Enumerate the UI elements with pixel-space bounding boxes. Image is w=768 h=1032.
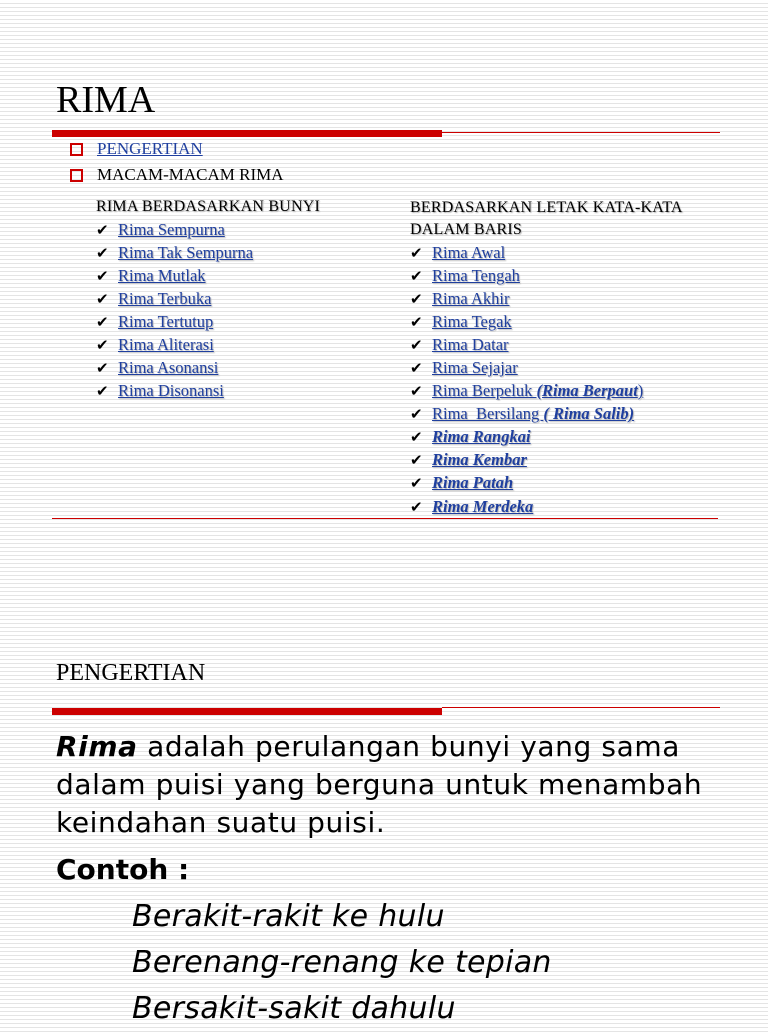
- section-accent-line: [442, 707, 720, 708]
- check-icon: ✔: [96, 220, 109, 239]
- rima-list-item[interactable]: [96, 380, 396, 403]
- check-icon: ✔: [410, 405, 423, 424]
- rima-link-text: Rima Berpeluk: [432, 381, 537, 401]
- rima-link-text: Rima Bersilang: [432, 404, 544, 424]
- check-icon: ✔: [410, 497, 423, 516]
- section-title: PENGERTIAN: [56, 660, 206, 686]
- rima-list-item[interactable]: [96, 333, 396, 356]
- rima-link[interactable]: [432, 289, 509, 309]
- check-icon: ✔: [96, 336, 109, 355]
- rima-link-text: Rima Awal: [432, 242, 506, 262]
- poem-line: Berakit-rakit ke hulu: [132, 899, 445, 934]
- rima-list-item[interactable]: [410, 264, 750, 287]
- rima-link[interactable]: [432, 473, 513, 493]
- rima-list-item[interactable]: [96, 264, 396, 287]
- check-icon: ✔: [96, 359, 109, 378]
- rima-list-item[interactable]: [96, 357, 396, 380]
- rima-link-italic: Rima Merdeka: [432, 496, 534, 516]
- rima-link[interactable]: [432, 335, 509, 355]
- rima-link[interactable]: Rima Tertutup: [118, 311, 214, 331]
- rima-link-italic: Rima Patah: [432, 473, 514, 493]
- menu-item-macam-rima: [70, 162, 284, 188]
- square-bullet-icon: [70, 143, 83, 156]
- rima-link-tail: ): [637, 381, 644, 401]
- check-icon: ✔: [96, 266, 109, 285]
- check-icon: ✔: [410, 266, 423, 285]
- rima-link-text: Rima Tengah: [432, 265, 520, 285]
- rima-list-item[interactable]: [410, 449, 750, 472]
- check-icon: ✔: [96, 243, 109, 262]
- rima-link-text: Rima Datar: [432, 334, 509, 354]
- rima-link[interactable]: [432, 312, 512, 332]
- pengertian-link[interactable]: PENGERTIAN: [97, 139, 203, 158]
- rima-link[interactable]: Rima Sempurna: [118, 219, 225, 239]
- rima-link[interactable]: [432, 381, 643, 401]
- rima-link[interactable]: Rima Tak Sempurna: [118, 242, 254, 262]
- definition-paragraph: [56, 728, 736, 842]
- rima-link[interactable]: Rima Terbuka: [118, 288, 212, 308]
- rima-list-item[interactable]: [96, 241, 396, 264]
- definition-text: adalah perulangan bunyi yang sama dalam puisi yang berguna untuk menambah keindahan suatu puisi.: [56, 730, 703, 839]
- poem-line: Bersakit-sakit dahulu: [132, 991, 456, 1026]
- rima-link-text: Rima Akhir: [432, 288, 510, 308]
- rima-link[interactable]: [432, 497, 533, 517]
- section-accent-bar: [52, 708, 442, 715]
- rima-link[interactable]: Rima Asonansi: [118, 358, 219, 378]
- rima-link[interactable]: [432, 404, 634, 424]
- rima-list-item[interactable]: [410, 241, 750, 264]
- example-poem: [132, 894, 552, 1032]
- check-icon: ✔: [410, 312, 423, 331]
- right-column-heading-line2: DALAM BARIS: [410, 221, 522, 238]
- macam-rima-label: MACAM-MACAM RIMA: [97, 165, 284, 184]
- rima-link-text: Rima Sejajar: [432, 358, 518, 378]
- rima-list-item[interactable]: [410, 403, 750, 426]
- left-column-heading: RIMA BERDASARKAN BUNYI: [96, 198, 320, 215]
- left-rima-list: [96, 218, 396, 403]
- rima-link[interactable]: [432, 358, 518, 378]
- rima-link-italic: Rima Kembar: [432, 450, 527, 470]
- rima-link-italic: ( Rima Salib): [543, 404, 635, 424]
- slide-title: RIMA: [56, 79, 156, 121]
- rima-link[interactable]: Rima Disonansi: [118, 381, 224, 401]
- rima-list-item[interactable]: [410, 426, 750, 449]
- term-rima: Rima: [56, 730, 138, 763]
- rima-list-item[interactable]: [410, 310, 750, 333]
- left-column: [96, 196, 396, 403]
- check-icon: ✔: [410, 451, 423, 470]
- check-icon: ✔: [410, 335, 423, 354]
- slide-menu: [70, 136, 284, 188]
- check-icon: ✔: [410, 243, 423, 262]
- right-column: [410, 197, 750, 518]
- right-rima-list: [410, 241, 750, 518]
- slide-bottom-divider: [52, 518, 718, 519]
- check-icon: ✔: [410, 289, 423, 308]
- check-icon: ✔: [410, 382, 423, 401]
- square-bullet-icon: [70, 169, 83, 182]
- rima-link[interactable]: [432, 427, 531, 447]
- rima-link-italic: (Rima Berpaut: [536, 381, 638, 401]
- right-column-heading-line1: BERDASARKAN LETAK KATA-KATA: [410, 199, 683, 216]
- example-label: Contoh :: [56, 853, 190, 886]
- rima-link[interactable]: Rima Mutlak: [118, 265, 206, 285]
- rima-list-item[interactable]: [410, 495, 750, 518]
- rima-list-item[interactable]: [96, 218, 396, 241]
- rima-link-text: Rima Tegak: [432, 311, 512, 331]
- menu-item-pengertian[interactable]: [70, 136, 284, 162]
- check-icon: ✔: [410, 428, 423, 447]
- rima-link[interactable]: [432, 243, 505, 263]
- check-icon: ✔: [96, 382, 109, 401]
- check-icon: ✔: [96, 289, 109, 308]
- check-icon: ✔: [410, 474, 423, 493]
- poem-line: Berenang-renang ke tepian: [132, 945, 552, 980]
- check-icon: ✔: [410, 359, 423, 378]
- rima-link-italic: Rima Rangkai: [432, 427, 531, 447]
- rima-list-item[interactable]: [410, 356, 750, 379]
- rima-list-item[interactable]: [410, 472, 750, 495]
- check-icon: ✔: [96, 312, 109, 331]
- rima-list-item[interactable]: [96, 310, 396, 333]
- title-accent-line: [442, 132, 720, 133]
- rima-list-item[interactable]: [410, 380, 750, 403]
- rima-link[interactable]: [432, 450, 527, 470]
- rima-link[interactable]: [432, 266, 520, 286]
- rima-list-item[interactable]: [410, 333, 750, 356]
- rima-link[interactable]: Rima Aliterasi: [118, 335, 214, 355]
- rima-list-item[interactable]: [96, 287, 396, 310]
- rima-list-item[interactable]: [410, 287, 750, 310]
